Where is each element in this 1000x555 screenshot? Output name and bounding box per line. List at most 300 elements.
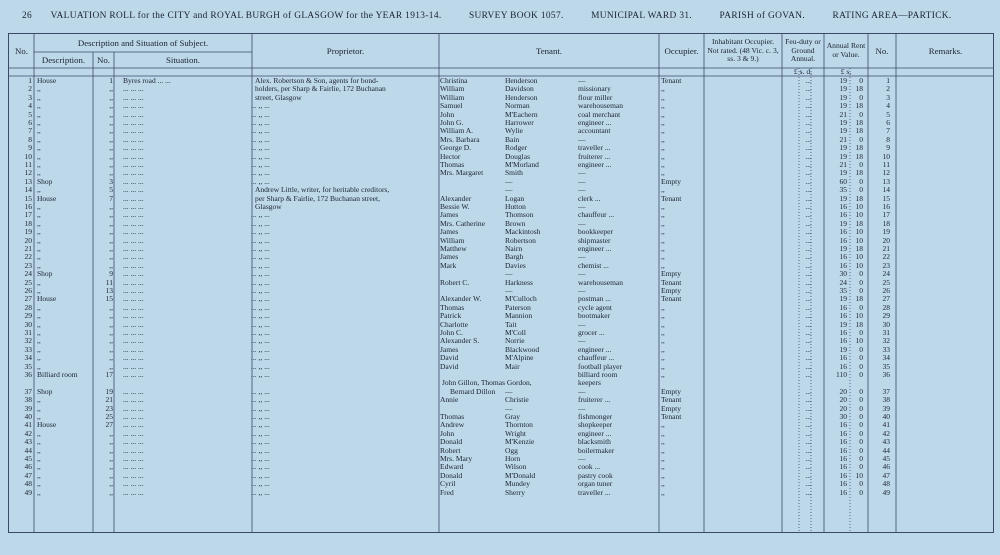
row-description: ,, xyxy=(37,102,41,111)
row-tenant-forename: Robert xyxy=(440,446,461,455)
row-situation: ... ... ... xyxy=(123,471,144,480)
row-tenant-surname: Paterson xyxy=(505,303,531,312)
table-row xyxy=(9,77,994,85)
row-description: ,, xyxy=(37,261,41,270)
row-description: ,, xyxy=(37,278,41,287)
row-rent-shillings: 0 xyxy=(859,404,863,413)
row-occupation: engineer ... xyxy=(578,119,612,127)
row-number: 47 xyxy=(24,471,32,480)
row-number-right: 34 xyxy=(882,354,890,363)
row-rent-shillings: 0 xyxy=(859,438,863,447)
row-number-right: 20 xyxy=(882,236,890,245)
row-street-number: ,, xyxy=(109,144,113,153)
table-row xyxy=(9,396,994,404)
row-description: House xyxy=(37,194,57,203)
row-occupier-status: ,, xyxy=(661,161,665,169)
row-tenant-surname: Henderson xyxy=(505,77,538,85)
row-feu-duty: ... xyxy=(805,270,811,279)
page-number: 26 xyxy=(22,11,33,21)
feu-units: £ s. d. xyxy=(793,66,813,76)
row-number-right: 44 xyxy=(882,446,890,455)
row-rent-pounds: 16 xyxy=(839,438,847,447)
row-occupation: blacksmith xyxy=(578,438,611,447)
row-proprietor: ... ,, ... xyxy=(251,337,270,346)
row-feu-duty: ... xyxy=(805,169,811,178)
row-proprietor: ... ,, ... xyxy=(251,421,270,430)
table-row xyxy=(9,287,994,295)
row-number-right: 4 xyxy=(886,102,890,111)
row-rent-shillings: 18 xyxy=(855,152,863,161)
row-rent-shillings: 0 xyxy=(859,446,863,455)
row-number-right: 31 xyxy=(882,329,890,337)
row-tenant-forename: Samuel xyxy=(440,102,463,111)
row-feu-duty: ... xyxy=(805,404,811,413)
row-number-right: 5 xyxy=(886,110,890,119)
row-tenant-surname: M'Kenzie xyxy=(505,438,535,447)
row-occupation: — xyxy=(578,270,586,279)
proprietor-note-2c: Glasgow xyxy=(255,202,282,211)
row-rent-pounds: 19 xyxy=(839,152,847,161)
row-number: 25 xyxy=(24,278,32,287)
row-rent-pounds: 16 xyxy=(839,337,847,346)
row-number-right: 28 xyxy=(882,303,890,312)
row-street-number: ,, xyxy=(109,320,113,329)
row-occupier-status: Tenant xyxy=(661,396,682,405)
row-rent-pounds: 16 xyxy=(839,421,847,430)
row-tenant-forename: James xyxy=(440,345,459,354)
row-proprietor: ... ,, ... xyxy=(251,455,270,463)
row-tenant-forename: Charlotte xyxy=(440,320,468,329)
row-rent-shillings: 0 xyxy=(859,186,863,195)
row-rent-pounds: 19 xyxy=(839,119,847,127)
table-row xyxy=(9,304,994,312)
row-tenant-forename: James xyxy=(440,211,459,220)
row-occupier-status: ,, xyxy=(661,261,665,270)
row-feu-duty: ... xyxy=(805,354,811,363)
row-proprietor: ... ,, ... xyxy=(251,177,270,186)
proprietor-note-1a: Alex. Robertson & Son, agents for bond- xyxy=(255,76,379,85)
table-row xyxy=(9,480,994,488)
row-number-right: 29 xyxy=(882,312,890,321)
row-rent-shillings: 10 xyxy=(855,261,863,270)
row-number-right: 23 xyxy=(882,261,890,270)
row-rent-shillings: 10 xyxy=(855,211,863,220)
row-proprietor: ... ,, ... xyxy=(251,404,270,413)
row-occupier-status: ,, xyxy=(661,371,665,379)
col-header-feu-duty: Feu-duty or Ground Annual. xyxy=(785,37,821,64)
row-occupier-status: ,, xyxy=(661,119,665,127)
row-tenant-surname: Mundey xyxy=(505,480,530,489)
col-header-proprietor: Proprietor. xyxy=(326,45,365,56)
row-number: 2 xyxy=(28,85,32,94)
row-street-number: 23 xyxy=(105,404,113,413)
row-number: 5 xyxy=(28,110,32,119)
row-occupier-status: ,, xyxy=(661,144,665,153)
row-rent-shillings: 10 xyxy=(855,203,863,211)
row-number: 21 xyxy=(24,245,32,253)
row-feu-duty: ... xyxy=(805,278,811,287)
row-rent-pounds: 19 xyxy=(839,85,847,94)
row-description: ,, xyxy=(37,219,41,228)
col-header-occupier: Occupier. xyxy=(664,45,699,56)
row-proprietor: ... ,, ... xyxy=(251,245,270,253)
table-row xyxy=(9,279,994,287)
row-proprietor: ... ,, ... xyxy=(251,371,270,379)
row-description: House xyxy=(37,295,57,304)
table-row xyxy=(9,312,994,320)
table-row xyxy=(9,169,994,177)
row-number-right: 30 xyxy=(882,320,890,329)
row-street-number: 1 xyxy=(109,77,113,85)
row-number-right: 32 xyxy=(882,337,890,346)
row-situation: ... ... ... xyxy=(123,371,144,379)
row-feu-duty: ... xyxy=(805,85,811,94)
col-header-no-right: No. xyxy=(875,45,889,56)
row-situation: ... ... ... xyxy=(123,413,144,421)
row-occupier-status: ,, xyxy=(661,236,665,245)
row-description: Shop xyxy=(37,270,53,279)
row-rent-shillings: 18 xyxy=(855,102,863,111)
row-situation: ... ... ... xyxy=(123,287,144,295)
row-number-right: 26 xyxy=(882,287,890,295)
row-number: 20 xyxy=(24,236,32,245)
row-number: 10 xyxy=(24,152,32,161)
row-number: 29 xyxy=(24,312,32,321)
row-proprietor: ... ,, ... xyxy=(251,102,270,111)
row-occupation: fruiterer ... xyxy=(578,152,611,161)
table-row xyxy=(9,421,994,429)
row-proprietor: ... ,, ... xyxy=(251,488,270,497)
row-tenant-surname: M'Alpine xyxy=(505,354,534,363)
row-rent-pounds: 30 xyxy=(839,413,847,421)
row-proprietor: ... ,, ... xyxy=(251,261,270,270)
row-street-number: 5 xyxy=(109,186,113,195)
row-occupation: engineer ... xyxy=(578,245,612,253)
row-number-right: 7 xyxy=(886,127,890,136)
table-row xyxy=(9,195,994,203)
row-number-right: 1 xyxy=(886,77,890,85)
row-description: ,, xyxy=(37,471,41,480)
row-situation: ... ... ... xyxy=(123,135,144,144)
row-rent-shillings: 0 xyxy=(859,110,863,119)
row-tenant-surname: Logan xyxy=(505,194,525,203)
row-feu-duty: ... xyxy=(805,421,811,430)
row-occupier-status: ,, xyxy=(661,102,665,111)
row-situation: ... ... ... xyxy=(123,169,144,178)
row-feu-duty: ... xyxy=(805,320,811,329)
row-description: ,, xyxy=(37,463,41,472)
row-tenant-surname: Mair xyxy=(505,362,520,371)
row-street-number: ,, xyxy=(109,354,113,363)
row-tenant-forename: John xyxy=(440,110,455,119)
row-tenant-surname: Blackwood xyxy=(505,345,540,354)
row-situation: ... ... ... xyxy=(123,177,144,186)
row-feu-duty: ... xyxy=(805,429,811,438)
row-proprietor: ... ,, ... xyxy=(251,354,270,363)
row-tenant-forename: John G. xyxy=(440,119,464,127)
row-feu-duty: ... xyxy=(805,471,811,480)
table-row xyxy=(9,102,994,110)
row-feu-duty: ... xyxy=(805,211,811,220)
row-situation: ... ... ... xyxy=(123,354,144,363)
row-number-right: 19 xyxy=(882,228,890,237)
row-situation: ... ... ... xyxy=(123,488,144,497)
row-rent-shillings: 10 xyxy=(855,312,863,321)
row-number: 15 xyxy=(24,194,32,203)
row-number-right: 9 xyxy=(886,144,890,153)
table-row xyxy=(9,186,994,194)
row-number-right: 43 xyxy=(882,438,890,447)
row-feu-duty: ... xyxy=(805,186,811,195)
row-street-number: ,, xyxy=(109,253,113,262)
row-street-number: ,, xyxy=(109,228,113,237)
row-proprietor: ... ,, ... xyxy=(251,119,270,127)
row-description: Shop xyxy=(37,387,53,396)
row-tenant-surname: Wright xyxy=(505,429,526,438)
row-tenant-surname: Bain xyxy=(505,135,520,144)
row-rent-shillings: 0 xyxy=(859,329,863,337)
row-number-right: 22 xyxy=(882,253,890,262)
row-feu-duty: ... xyxy=(805,362,811,371)
row-situation: ... ... ... xyxy=(123,463,144,472)
row-rent-shillings: 18 xyxy=(855,194,863,203)
row-situation: ... ... ... xyxy=(123,194,144,203)
row-description: ,, xyxy=(37,119,41,127)
row-situation: ... ... ... xyxy=(123,219,144,228)
row-rent-shillings: 10 xyxy=(855,228,863,237)
row-tenant-forename: William A. xyxy=(440,127,474,136)
rating-area: RATING AREA—PARTICK. xyxy=(832,11,952,21)
row-situation: ... ... ... xyxy=(123,446,144,455)
table-row xyxy=(9,111,994,119)
row-description: ,, xyxy=(37,144,41,153)
row-tenant-surname: Gray xyxy=(505,413,520,421)
row-tenant-forename: Matthew xyxy=(440,245,467,253)
row-number: 42 xyxy=(24,429,32,438)
row-tenant-forename: George D. xyxy=(440,144,472,153)
row-proprietor: ... ,, ... xyxy=(251,110,270,119)
row-number-right: 21 xyxy=(882,245,890,253)
row-number: 49 xyxy=(24,488,32,497)
table-row xyxy=(9,161,994,169)
row-rent-pounds: 16 xyxy=(839,312,847,321)
row-rent-pounds: 21 xyxy=(839,161,847,169)
row-feu-duty: ... xyxy=(805,303,811,312)
row-number-right: 45 xyxy=(882,455,890,463)
row-rent-pounds: 19 xyxy=(839,194,847,203)
row-tenant-surname: Brown xyxy=(505,219,526,228)
row-rent-pounds: 19 xyxy=(839,320,847,329)
row-tenant-surname: M'Eachern xyxy=(505,110,538,119)
row-occupation: — xyxy=(578,169,586,178)
row-number-right: 17 xyxy=(882,211,890,220)
row-rent-shillings: 0 xyxy=(859,303,863,312)
table-row xyxy=(9,262,994,270)
row-number: 38 xyxy=(24,396,32,405)
row-number-right: 16 xyxy=(882,203,890,211)
row-tenant-forename: William xyxy=(440,236,465,245)
row-street-number: ,, xyxy=(109,152,113,161)
table-row xyxy=(9,144,994,152)
row-rent-pounds: 19 xyxy=(839,93,847,102)
proprietor-note-2a: Andrew Little, writer, for heritable creditors, xyxy=(255,185,390,195)
row-tenant-surname: — xyxy=(505,287,513,295)
row-street-number: 15 xyxy=(105,295,113,304)
row-number-right: 14 xyxy=(882,186,890,195)
row-rent-shillings: 0 xyxy=(859,354,863,363)
row-tenant-surname: Davies xyxy=(505,261,526,270)
row-tenant-surname: Douglas xyxy=(505,152,530,161)
row-number: 43 xyxy=(24,438,32,447)
row-occupier-status: Empty xyxy=(661,387,681,396)
row-rent-shillings: 18 xyxy=(855,127,863,136)
row-number: 32 xyxy=(24,337,32,346)
row-rent-pounds: 16 xyxy=(839,446,847,455)
row-rent-pounds: 35 xyxy=(839,186,847,195)
row-description: ,, xyxy=(37,345,41,354)
row-proprietor: ... ,, ... xyxy=(251,278,270,287)
row-street-number: 3 xyxy=(109,177,113,186)
row-tenant-surname: Thornton xyxy=(505,421,533,430)
row-tenant-surname: M'Coll xyxy=(505,329,526,337)
row-number-right: 37 xyxy=(882,387,890,396)
row-street-number: 17 xyxy=(105,371,113,379)
row-occupation: postman ... xyxy=(578,295,611,304)
row-description: ,, xyxy=(37,236,41,245)
row-number-right: 33 xyxy=(882,345,890,354)
row-description: ,, xyxy=(37,396,41,405)
row-tenant-surname: Harrower xyxy=(505,119,534,127)
row-feu-duty: ... xyxy=(805,77,811,85)
table-row xyxy=(9,346,994,354)
row-proprietor: ... ,, ... xyxy=(251,362,270,371)
row-occupier-status: ,, xyxy=(661,169,665,178)
row-occupation: traveller ... xyxy=(578,144,611,153)
row-rent-shillings: 18 xyxy=(855,144,863,153)
row-street-number: 7 xyxy=(109,194,113,203)
row-occupier-status: ,, xyxy=(661,337,665,346)
row-proprietor: ... ,, ... xyxy=(251,429,270,438)
row-number-right: 38 xyxy=(882,396,890,405)
row-rent-pounds: 16 xyxy=(839,463,847,472)
row-situation: ... ... ... xyxy=(123,261,144,270)
row-occupation: — xyxy=(578,337,586,346)
table-row xyxy=(9,253,994,261)
row-number-right: 46 xyxy=(882,463,890,472)
row-number-right: 12 xyxy=(882,169,890,178)
row-description: ,, xyxy=(37,320,41,329)
row-tenant-forename: Robert C. xyxy=(440,278,470,287)
row-description: ,, xyxy=(37,303,41,312)
row-situation: ... ... ... xyxy=(123,119,144,127)
row-number: 22 xyxy=(24,253,32,262)
row-description: ,, xyxy=(37,203,41,211)
survey-book: SURVEY BOOK 1057. xyxy=(468,11,564,21)
row-number-right: 8 xyxy=(886,135,890,144)
row-occupier-status: ,, xyxy=(661,245,665,253)
row-rent-pounds: 19 xyxy=(839,295,847,304)
row-street-number: 25 xyxy=(105,413,113,421)
row-description: ,, xyxy=(37,312,41,321)
row-proprietor: ... ,, ... xyxy=(251,211,270,220)
roll-title: VALUATION ROLL for the CITY and ROYAL BURGH of GLASGOW for the YEAR 1913-14. xyxy=(50,11,442,21)
row-occupier-status: ,, xyxy=(661,228,665,237)
row-situation: ... ... ... xyxy=(123,455,144,463)
row-number-right: 41 xyxy=(882,421,890,430)
row-tenant-forename: Mark xyxy=(440,261,457,270)
row-street-number: 13 xyxy=(105,287,113,295)
row-tenant-forename: Thomas xyxy=(440,303,465,312)
row-rent-pounds: 16 xyxy=(839,480,847,489)
row-rent-pounds: 21 xyxy=(839,135,847,144)
row-proprietor: ... ,, ... xyxy=(251,312,270,321)
row-occupier-status: ,, xyxy=(661,488,665,497)
row-number-right: 11 xyxy=(882,161,890,169)
row-situation: ... ... ... xyxy=(123,152,144,161)
row-street-number: 21 xyxy=(105,396,113,405)
row-street-number: ,, xyxy=(109,455,113,463)
row-description: House xyxy=(37,421,57,430)
row-occupation: boilermaker xyxy=(578,446,615,455)
row-tenant-forename: Mrs. Catherine xyxy=(440,219,485,228)
row-feu-duty: ... xyxy=(805,144,811,153)
row-occupier-status: Tenant xyxy=(661,278,682,287)
row-feu-duty: ... xyxy=(805,387,811,396)
row-rent-pounds: 35 xyxy=(839,287,847,295)
row-proprietor: ... ,, ... xyxy=(251,387,270,396)
row-situation: ... ... ... xyxy=(123,337,144,346)
row-tenant-surname: Davidson xyxy=(505,85,534,94)
row-rent-pounds: 16 xyxy=(839,253,847,262)
row-number-right: 10 xyxy=(882,152,890,161)
row-street-number: ,, xyxy=(109,446,113,455)
row-situation: ... ... ... xyxy=(123,404,144,413)
row-tenant-surname: M'Donald xyxy=(505,471,536,480)
row-rent-shillings: 0 xyxy=(859,345,863,354)
row-occupier-status: ,, xyxy=(661,135,665,144)
row-tenant-forename: Hector xyxy=(440,152,461,161)
row-situation: ... ... ... xyxy=(123,387,144,396)
row-occupation: — xyxy=(578,135,586,144)
row-street-number: ,, xyxy=(109,102,113,111)
row-rent-shillings: 0 xyxy=(859,387,863,396)
table-row xyxy=(9,295,994,303)
row-situation: ... ... ... xyxy=(123,396,144,405)
table-row xyxy=(9,337,994,345)
row-proprietor: ... ,, ... xyxy=(251,329,270,337)
row-street-number: ,, xyxy=(109,219,113,228)
row-number: 39 xyxy=(24,404,32,413)
row-occupation: warehouseman xyxy=(578,278,623,287)
row-number-right: 2 xyxy=(886,85,890,94)
row-occupation: bookkeeper xyxy=(578,228,613,237)
row-description: ,, xyxy=(37,455,41,463)
running-head xyxy=(8,11,992,25)
row-number: 12 xyxy=(24,169,32,178)
row-street-number: ,, xyxy=(109,110,113,119)
billiard-tenants-a: John Gillon, Thomas Gordon, xyxy=(442,378,532,388)
row-feu-duty: ... xyxy=(805,480,811,489)
row-proprietor: ... ,, ... xyxy=(251,413,270,421)
row-occupation: — xyxy=(578,219,586,228)
table-row xyxy=(9,211,994,219)
row-occupation: — xyxy=(578,77,586,85)
row-description: ,, xyxy=(37,152,41,161)
row-occupier-status: ,, xyxy=(661,345,665,354)
row-rent-pounds: 21 xyxy=(839,110,847,119)
row-tenant-forename: Fred xyxy=(440,488,454,497)
row-description: ,, xyxy=(37,446,41,455)
